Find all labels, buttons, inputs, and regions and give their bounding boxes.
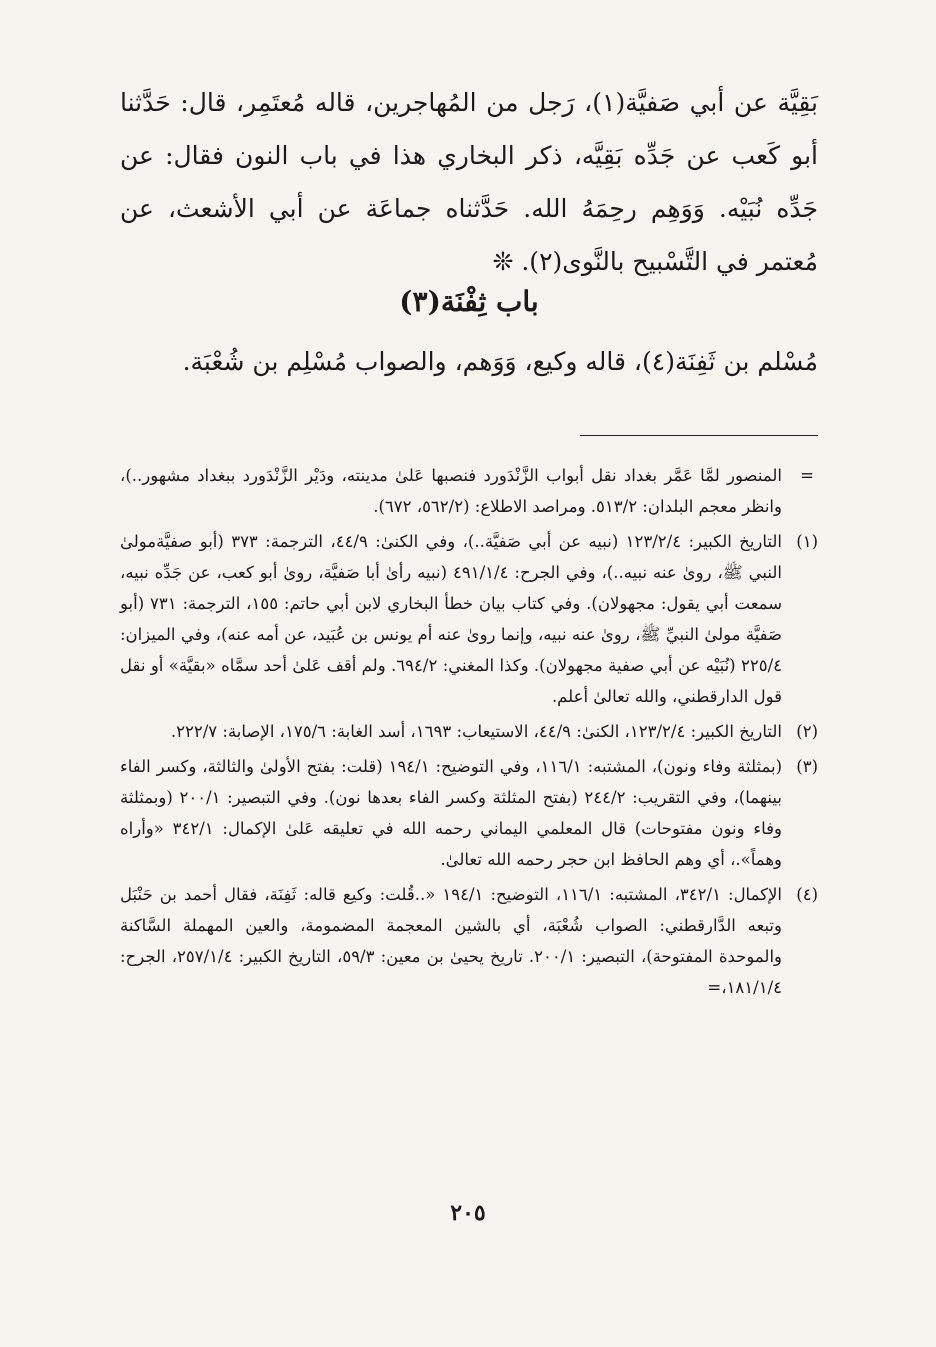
footnote-text: التاريخ الكبير: ١٢٣/٢/٤ (نبيه عن أبي صَفيَّة..)، وفي الكنىٰ: ٤٤/٩، الترجمة: ٣٧٣ (أبو صفيَّةمولىٰ النبي ﷺ، روىٰ عنه نبيه..)، وفي الجرح: ٤٩١/١/٤ (نبيه رأىٰ أبا صَفيَّة، روىٰ أبو كعب، عن جَدِّه نبيه، سمعت أبي يقول: مجهولان). وفي كتاب بيان خطأ البخاري لابن أبي حاتم: ١٥٥، الترجمة: ٧٣١ (أبو صَفيَّة مولىٰ النبيِّ ﷺ، روىٰ عنه نبيه، وإنما روىٰ عنه أم يونس بن عُبَيد، عن أمه عنه)، وفي الميزان: ٢٢٥/٤ (نُبَيْه عن أبي صفية مجهولان). وكذا المغني: ٦٩٤/٢. ولم أقف عَلىٰ أحد سمَّاه «بقيَّة» أو نقل قول الدارقطني، والله تعالىٰ أعلم. [120, 532, 783, 706]
footnote-number: (١) [796, 532, 818, 551]
page-number: ٢٠٥ [450, 1200, 486, 1226]
footnote-text: (بمثلثة وفاء ونون)، المشتبه: ١١٦/١، وفي التوضيح: ١٩٤/١ (قلت: بفتح الأولىٰ والثالثة، وكسر الفاء بينهما)، وفي التقريب: ٢٤٤/٢ (بفتح المثلثة وكسر الفاء بعدها نون). وفي التبصير: ٢٠٠/١ (وبمثلثة وفاء ونون مفتوحات) قال المعلمي اليماني رحمه الله في تعليقه عَلىٰ الإكمال: ٣٤٢/١ «وأراه وهماً».، أي وهم الحافظ ابن حجر رحمه الله تعالىٰ. [120, 757, 783, 869]
footnote-text: التاريخ الكبير: ١٢٣/٢/٤، الكنىٰ: ٤٤/٩، الاستيعاب: ١٦٩٣، أسد الغابة: ١٧٥/٦، الإصابة: ٢٢٢/٧. [170, 722, 782, 741]
footnote-number: (٣) [796, 757, 818, 776]
footnote-4 [120, 879, 818, 1003]
footnote-separator [580, 435, 818, 436]
footnote-1 [120, 526, 818, 712]
footnote-2 [120, 716, 818, 747]
footnote-number: (٤) [796, 885, 818, 904]
chapter-title: باب ثِفْنَة(٣) [399, 285, 539, 318]
main-paragraph: بَقِيَّة عن أبي صَفيَّة(١)، رَجل من المُهاجرين، قاله مُعتَمِر، قال: حَدَّثنا أبو كَعب عن جَدِّه بَقِيَّه، ذكر البخاري هذا في باب النون فقال: عن جَدِّه نُبَيْه. وَوَهِم رحِمَهُ الله. حَدَّثناه جماعَة عن أبي الأشعث، عن مُعتمر في التَّسْبيح بالنَّوى(٢). ❊ [120, 88, 819, 276]
footnotes-section [120, 460, 818, 1007]
footnote-number: (٢) [796, 722, 818, 741]
footnote-3 [120, 751, 818, 875]
footnote-text: الإكمال: ٣٤٢/١، المشتبه: ١١٦/١، التوضيح: ١٩٤/١ «..قُلت: وكيع قاله: ثَفِنَة، فقال أحمد بن حَنْبَل وتبعه الدَّارقطني: الصواب شُعْبَة، أي بالشين المعجمة المضمومة، والعين المهملة السَّاكنة والموحدة المفتوحة)، التبصير: ٢٠٠/١. تاريخ يحيىٰ بن معين: ٥٩/٣، التاريخ الكبير: ٢٥٧/١/٤، الجرح: ١٨١/١/٤،= [120, 885, 783, 997]
continuation-marker: = [800, 466, 814, 485]
footnote-continuation-text: المنصور لمَّا عَمَّر بغداد نقل أبواب الزَّنْدَورد فنصبها عَلىٰ مدينته، ودَيْر الزَّنْدَورد ببغداد مشهور..)، وانظر معجم البلدان: ٥١٣/٢. ومراصد الاطلاع: (٥٦٢/٢، ٦٧٢). [120, 466, 782, 516]
main-text-block [120, 76, 818, 288]
chapter-body: مُسْلم بن ثَفِنَة(٤)، قاله وكيع، وَوَهم، والصواب مُسْلِم بن شُعْبَة. [182, 347, 818, 376]
footnote-continuation [120, 460, 818, 522]
